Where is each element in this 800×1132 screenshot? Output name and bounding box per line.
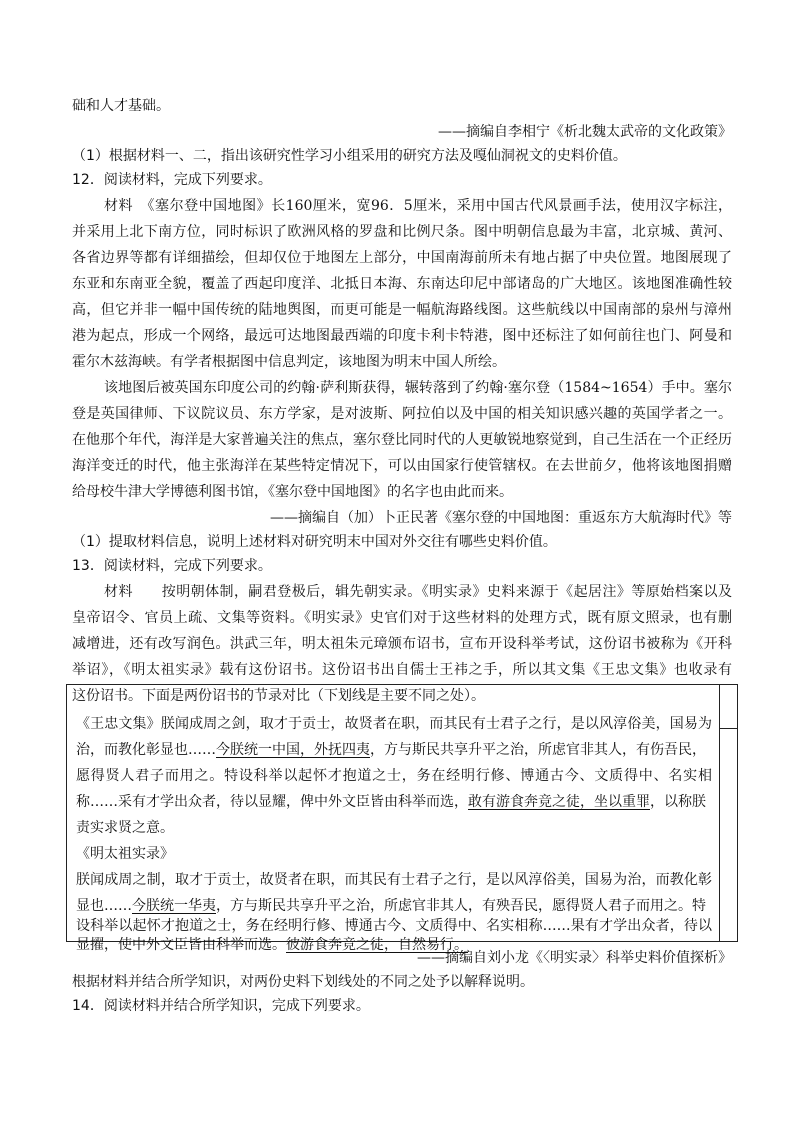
material-12-line: 材料 《塞尔登中国地图》长160厘米，宽96．5厘米，采用中国古代风景画手法，使用汉字标注， — [104, 198, 732, 214]
material-12-line: 给母校牛津大学博德利图书馆，《塞尔登中国地图》的名字也由此而来。 — [72, 484, 513, 500]
material-12-line: 登是英国律师、下议院议员、东方学家，是对波斯、阿拉伯以及中国的相关知识感兴趣的英国学者之一。 — [72, 406, 732, 422]
material-13-line: 材料 按明朝体制，嗣君登极后，辑先朝实录。《明实录》史料来源于《起居注》等原始档案以及 — [104, 584, 732, 600]
box-line — [76, 896, 712, 916]
question-11-1: （1）根据材料一、二，指出该研究性学习小组采用的研究方法及嘎仙洞祝文的史料价值。 — [72, 148, 627, 164]
question-12-heading: 12．阅读材料，完成下列要求。 — [72, 172, 272, 188]
question-13-1: 根据材料并结合所学知识，对两份史料下划线处的不同之处予以解释说明。 — [72, 974, 534, 990]
box-text: ，以称朕 — [650, 794, 706, 810]
box-text: 称……采有才学出众者，待以显耀，俾中外文臣皆由科举而选， — [76, 794, 468, 810]
box-line: 愿得贤人君子而用之。特设科举以起怀才抱道之士，务在经明行修、博通古今、文质得中、名实相 — [76, 768, 712, 784]
material-12-line: 东亚和东南亚全貌，覆盖了西起印度洋、北抵日本海、东南达印尼中部诸岛的广大地区。该地图准确性较 — [72, 276, 732, 292]
material-13-line: 举诏》，《明太祖实录》载有这份诏书。这份诏书出自儒士王祎之手，所以其文集《王忠文集》也收录有 — [72, 662, 732, 678]
material-12-line: 该地图后被英国东印度公司的约翰·萨利斯获得，辗转落到了约翰·塞尔登（1584~1654）手中。塞尔 — [104, 380, 732, 396]
material-12-line: 霍尔木兹海峡。有学者根据图中信息判定，该地图为明末中国人所绘。 — [72, 354, 506, 370]
box-line: 设科举以起怀才抱道之士，务在经明行修、博通古今、文质得中、名实相称……果有才学出众者，待以 — [76, 918, 712, 934]
source-citation: ——摘编自（加）卜正民著《塞尔登的中国地图：重返东方大航海时代》等 — [270, 510, 732, 526]
source-citation: ——摘编自刘小龙《〈明实录〉科举史料价值探析》 — [417, 950, 732, 966]
material-12-line: 并采用上北下南方位，同时标识了欧洲风格的罗盘和比例尺条。图中明朝信息最为丰富，北京城、黄河、 — [72, 224, 732, 240]
underlined-text: 彼游食奔竞之徒，自然易行。 — [286, 937, 468, 953]
question-14-heading: 14．阅读材料并结合所学知识，完成下列要求。 — [72, 998, 370, 1014]
box-title: 《明太祖实录》 — [76, 846, 174, 862]
material-13-line: 皇帝诏令、官员上疏、文集等资料。《明实录》史官们对于这些材料的处理方式，既有原文照录，也有删 — [72, 610, 732, 626]
underlined-text: 今朕统一华夷 — [132, 898, 216, 914]
box-line: 责实求贤之意。 — [76, 820, 174, 836]
source-citation: ——摘编自李相宁《析北魏太武帝的文化政策》 — [438, 124, 732, 140]
underlined-text: 今朕统一中国，外抚四夷 — [216, 742, 370, 758]
material-12-line: 海洋变迁的时代，他主张海洋在某些特定情况下，可以由国家行使管辖权。在去世前夕，他将该地图捐赠 — [72, 458, 732, 474]
material-12-line: 高，但它并非一幅中国传统的陆地舆图，而更可能是一幅航海路线图。这些航线以中国南部的泉州与漳州 — [72, 302, 732, 318]
text-line: 础和人才基础。 — [72, 98, 170, 114]
box-text: ，方与斯民共享升平之治，所虑官非其人，有殃吾民，愿得贤人君子而用之。特 — [216, 898, 706, 914]
material-13-line: 这份诏书。下面是两份诏书的节录对比（下划线是主要不同之处）。 — [72, 686, 672, 706]
box-text: 治，而教化彰显也…… — [76, 742, 216, 758]
box-line — [76, 740, 712, 760]
material-12-line: 在他那个年代，海洋是大家普遍关注的焦点，塞尔登比同时代的人更敏锐地察觉到，自己生活在一个正经历 — [72, 432, 732, 448]
box-line: 《王忠文集》朕闻成周之剑，取才于贡士，故贤者在职，而其民有士君子之行，是以风淳俗美，国易为 — [76, 716, 712, 732]
table-corner-cell — [719, 685, 737, 729]
material-12-line: 各省边界等都有详细描绘，但却仅位于地图左上部分，中国南海前所未有地占据了中央位置。地图展现了 — [72, 250, 732, 266]
box-text: 显擢，使中外文臣皆由科举而选。 — [76, 937, 286, 953]
box-line — [76, 792, 712, 812]
material-12-line: 港为起点，形成一个网络，最远可达地图最西端的印度卡利卡特港，图中还标注了如何前往也门、阿曼和 — [72, 328, 732, 344]
question-13-heading: 13．阅读材料，完成下列要求。 — [72, 558, 272, 574]
material-13-line: 减增进，还有改写润色。洪武三年，明太祖朱元璋颁布诏书，宣布开设科举考试，这份诏书被称为《开科 — [72, 636, 732, 652]
box-text: 显也…… — [76, 898, 132, 914]
underlined-text: 敢有游食奔竞之徒，坐以重罪 — [468, 794, 650, 810]
question-12-1: （1）提取材料信息，说明上述材料对研究明末中国对外交往有哪些史料价值。 — [72, 534, 557, 550]
box-text: ，方与斯民共享升平之治，所虑官非其人，有伤吾民， — [370, 742, 706, 758]
box-line: 朕闻成周之制，取才于贡士，故贤者在职，而其民有士君子之行，是以风淳俗美，国易为治，而教化彰 — [76, 872, 712, 888]
